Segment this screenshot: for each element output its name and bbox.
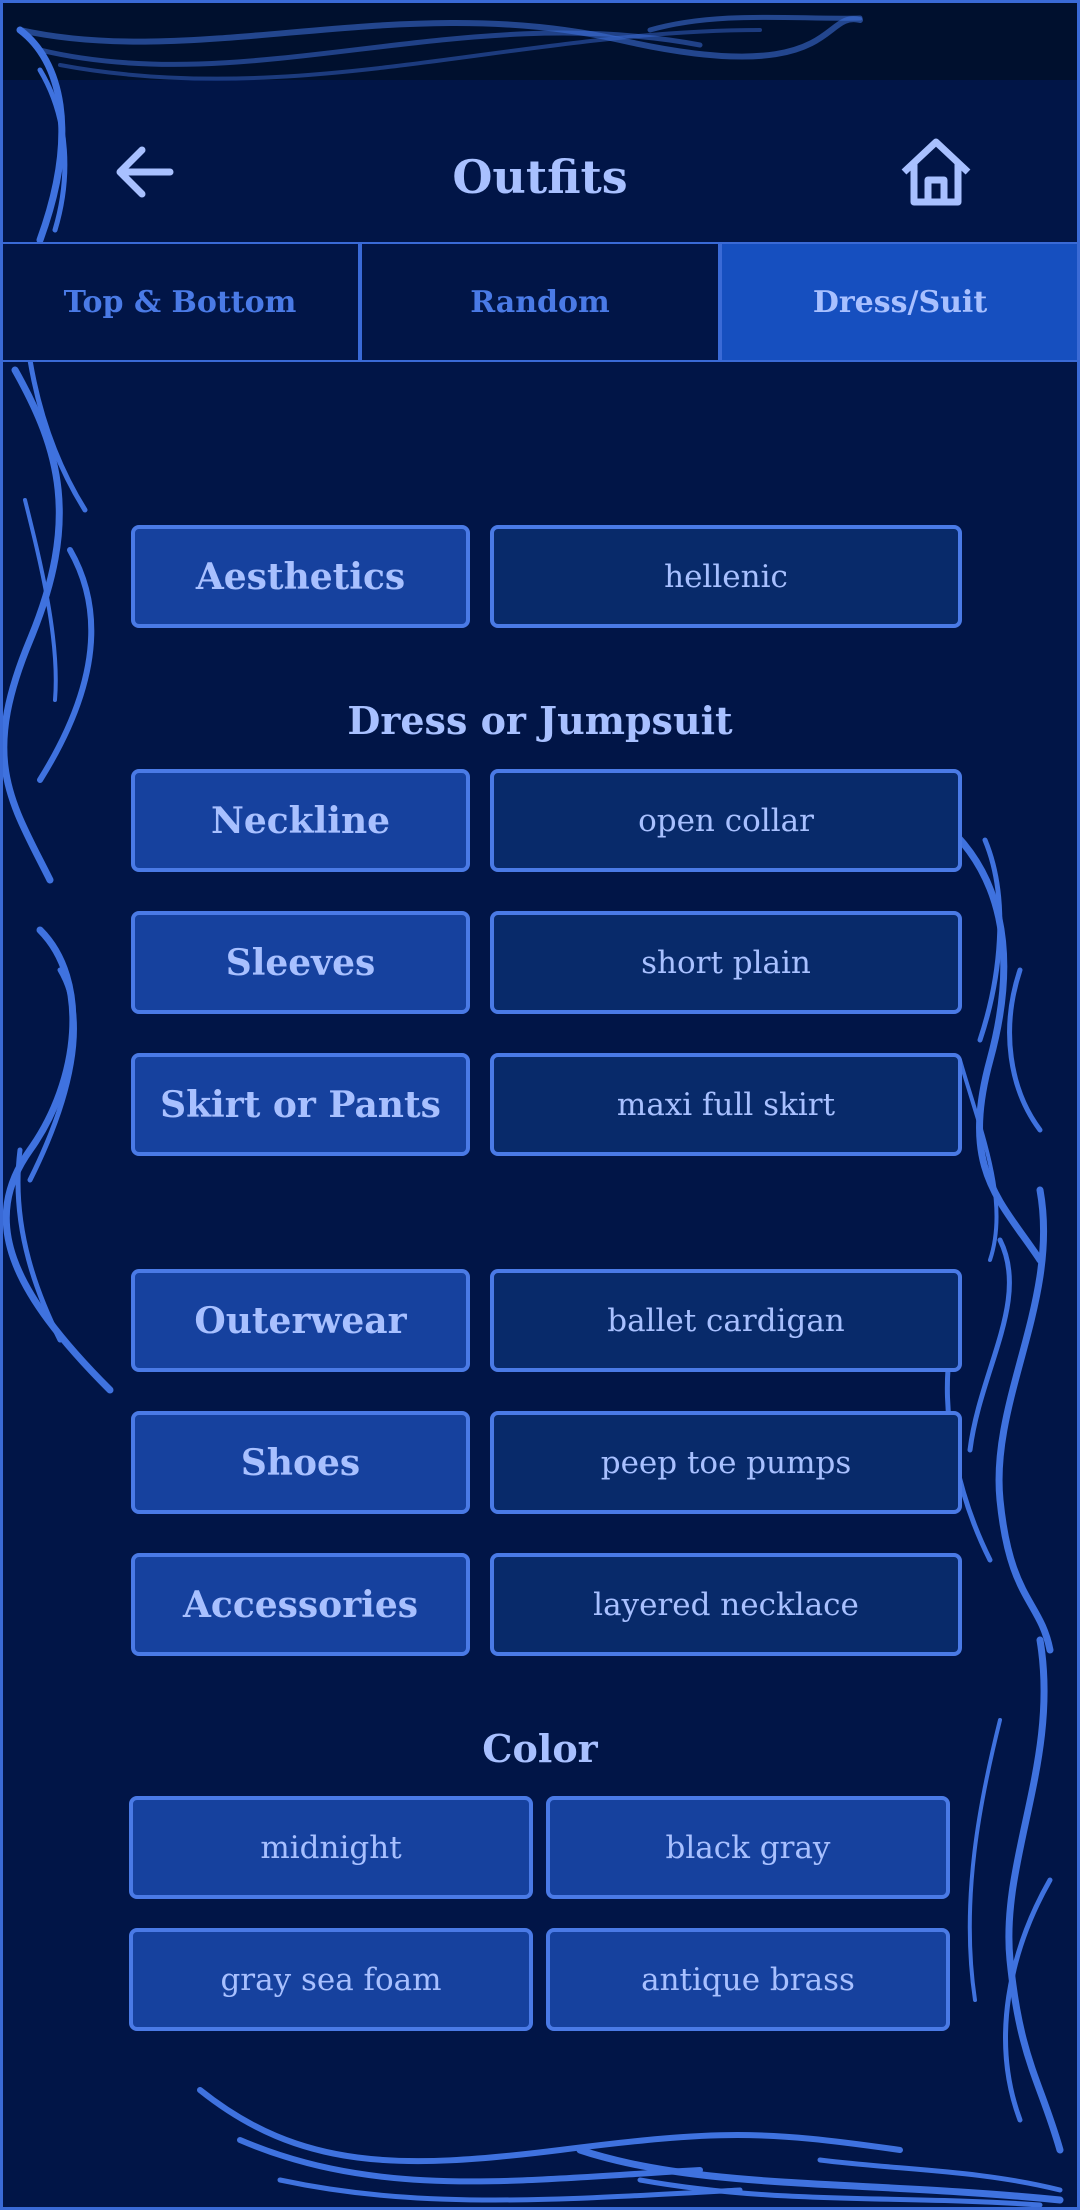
skirt-pants-value-button[interactable]: maxi full skirt <box>490 1053 962 1156</box>
color-option[interactable]: midnight <box>129 1796 533 1899</box>
outfit-tabs <box>0 242 1080 362</box>
sleeves-value-button[interactable]: short plain <box>490 911 962 1014</box>
page-title: Outfits <box>452 150 628 204</box>
home-button[interactable] <box>898 136 974 208</box>
color-option[interactable]: gray sea foam <box>129 1928 533 2031</box>
tab-dress-suit[interactable]: Dress/Suit <box>720 242 1080 362</box>
shoes-value-button[interactable]: peep toe pumps <box>490 1411 962 1514</box>
color-option[interactable]: black gray <box>546 1796 950 1899</box>
tab-random[interactable]: Random <box>360 242 720 362</box>
dress-section-heading: Dress or Jumpsuit <box>347 698 733 743</box>
neckline-label-button[interactable]: Neckline <box>131 769 470 872</box>
accessories-value-button[interactable]: layered necklace <box>490 1553 962 1656</box>
outerwear-label-button[interactable]: Outerwear <box>131 1269 470 1372</box>
aesthetics-value-button[interactable]: hellenic <box>490 525 962 628</box>
aesthetics-label-button[interactable]: Aesthetics <box>131 525 470 628</box>
color-option[interactable]: antique brass <box>546 1928 950 2031</box>
skirt-pants-label-button[interactable]: Skirt or Pants <box>131 1053 470 1156</box>
accessories-label-button[interactable]: Accessories <box>131 1553 470 1656</box>
sleeves-label-button[interactable]: Sleeves <box>131 911 470 1014</box>
color-section-heading: Color <box>482 1726 598 1771</box>
status-bar <box>0 0 1080 80</box>
shoes-label-button[interactable]: Shoes <box>131 1411 470 1514</box>
tab-top-bottom[interactable]: Top & Bottom <box>0 242 360 362</box>
neckline-value-button[interactable]: open collar <box>490 769 962 872</box>
outerwear-value-button[interactable]: ballet cardigan <box>490 1269 962 1372</box>
app-header <box>0 80 1080 242</box>
home-icon <box>898 136 974 208</box>
